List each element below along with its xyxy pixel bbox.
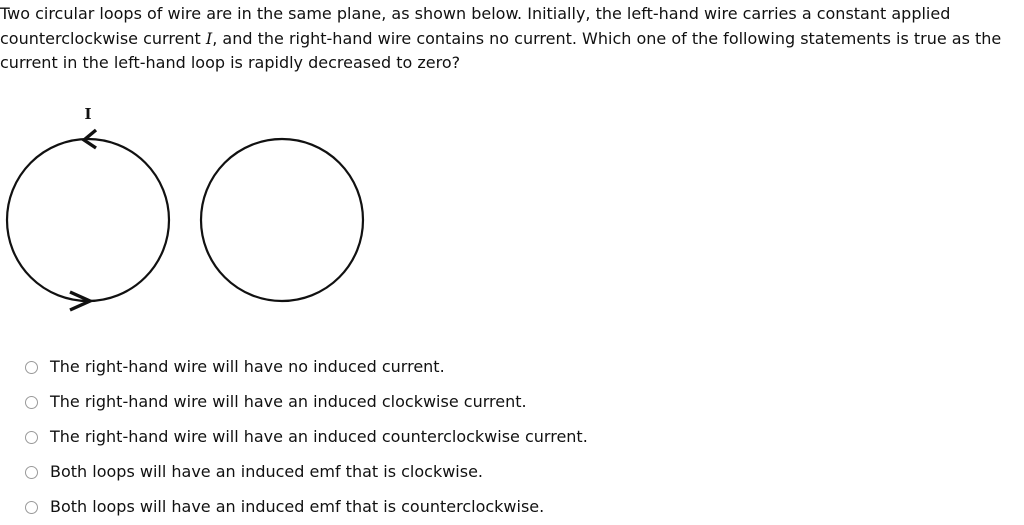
question-part-1: Two circular loops of wire are in the same plane, as shown below. Initially, the left-hand wire carries a constant applied counterclockwise current [0,4,951,48]
option-5[interactable] [0,492,700,522]
radio-button-icon[interactable] [25,431,38,444]
option-label: Both loops will have an induced emf that is clockwise. [50,462,483,481]
option-label: The right-hand wire will have an induced clockwise current. [50,392,527,411]
question-part-2: , and the right-hand wire contains no current. Which one of the following statements is true as the current in the left-hand loop is rapidly decreased to zero? [0,28,1002,72]
loops-diagram [0,96,380,326]
left-loop-icon [7,139,169,301]
option-2[interactable] [0,387,700,417]
radio-button-icon[interactable] [25,396,38,409]
option-label: The right-hand wire will have an induced counterclockwise current. [50,427,588,446]
option-label: Both loops will have an induced emf that is counterclockwise. [50,497,545,516]
current-label: I [84,105,92,123]
option-label: The right-hand wire will have no induced current. [50,357,445,376]
current-symbol: I [205,28,213,48]
right-loop-icon [201,139,363,301]
radio-button-icon[interactable] [25,361,38,374]
loops-figure [0,96,380,326]
option-3[interactable] [0,422,700,452]
question-text [0,2,1020,76]
radio-button-icon[interactable] [25,466,38,479]
radio-button-icon[interactable] [25,501,38,514]
option-4[interactable] [0,457,700,487]
option-1[interactable] [0,352,700,382]
